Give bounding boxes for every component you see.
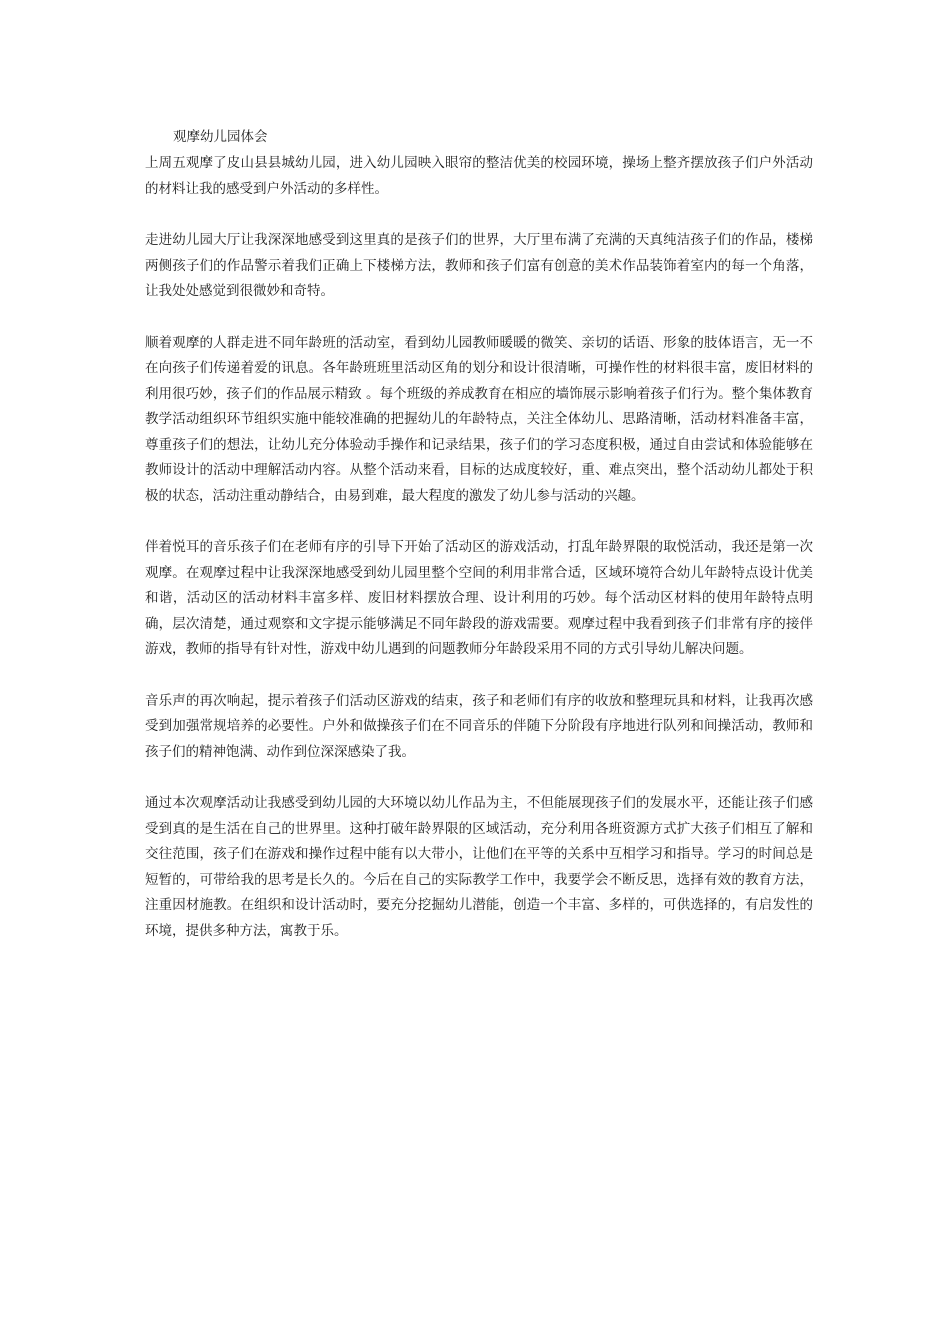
paragraph-4: 伴着悦耳的音乐孩子们在老师有序的引导下开始了活动区的游戏活动，打乱年龄界限的取悦活动，我还是第一次观摩。在观摩过程中让我深深地感受到幼儿园里整个空间的利用非常合适，区域环境符合幼儿年龄特点设计优美和谐，活动区的活动材料丰富多样、废旧材料摆放合理、设计利用的巧妙。每个活动区材料的使用年龄特点明确，层次清楚，通过观察和文字提示能够满足不同年龄段的游戏需要。观摩过程中我看到孩子们非常有序的接伴游戏，教师的指导有针对性，游戏中幼儿遇到的问题教师分年龄段采用不同的方式引导幼儿解决问题。	[145, 539, 813, 657]
paragraph-1: 上周五观摩了皮山县县城幼儿园，进入幼儿园映入眼帘的整洁优美的校园环境，操场上整齐摆放孩子们户外活动的材料让我的感受到户外活动的多样性。	[145, 155, 813, 197]
paragraph-2: 走进幼儿园大厅让我深深地感受到这里真的是孩子们的世界，大厅里布满了充满的天真纯洁孩子们的作品，楼梯两侧孩子们的作品警示着我们正确上下楼梯方法，教师和孩子们富有创意的美术作品装饰着室内的每一个角落，让我处处感觉到很微妙和奇特。	[145, 232, 813, 299]
paragraph-6: 通过本次观摩活动让我感受到幼儿园的大环境以幼儿作品为主，不但能展现孩子们的发展水平，还能让孩子们感受到真的是生活在自己的世界里。这种打破年龄界限的区域活动，充分利用各班资源方式扩大孩子们相互了解和交往范围，孩子们在游戏和操作过程中能有以大带小，让他们在平等的关系中互相学习和指导。学习的时间总是短暂的，可带给我的思考是长久的。今后在自己的实际教学工作中，我要学会不断反思，选择有效的教育方法，注重因材施教。在组织和设计活动时，要充分挖掘幼儿潜能，创造一个丰富、多样的，可供选择的，有启发性的环境，提供多种方法，寓教于乐。	[145, 795, 813, 939]
document-title: 观摩幼儿园体会	[173, 129, 268, 145]
document-page	[145, 128, 813, 970]
paragraph-3: 顺着观摩的人群走进不同年龄班的活动室，看到幼儿园教师暖暖的微笑、亲切的话语、形象的肢体语言，无一不在向孩子们传递着爱的讯息。各年龄班班里活动区角的划分和设计很清晰，可操作性的材料很丰富，废旧材料的利用很巧妙，孩子们的作品展示精致 。每个班级的养成教育在相应的墙饰展示影响着孩子们行为。整个集体教育教学活动组织环节组织实施中能较准确的把握幼儿的年龄特点，关注全体幼儿、思路清晰，活动材料准备丰富，尊重孩子们的想法，让幼儿充分体验动手操作和记录结果，孩子们的学习态度积极，通过自由尝试和体验能够在教师设计的活动中理解活动内容。从整个活动来看，目标的达成度较好，重、难点突出，整个活动幼儿都处于积极的状态，活动注重动静结合，由易到难，最大程度的激发了幼儿参与活动的兴趣。	[145, 334, 813, 504]
paragraph-5: 音乐声的再次响起，提示着孩子们活动区游戏的结束，孩子和老师们有序的收放和整理玩具和材料，让我再次感受到加强常规培养的必要性。户外和做操孩子们在不同音乐的伴随下分阶段有序地进行队列和间操活动，教师和孩子们的精神饱满、动作到位深深感染了我。	[145, 692, 813, 760]
